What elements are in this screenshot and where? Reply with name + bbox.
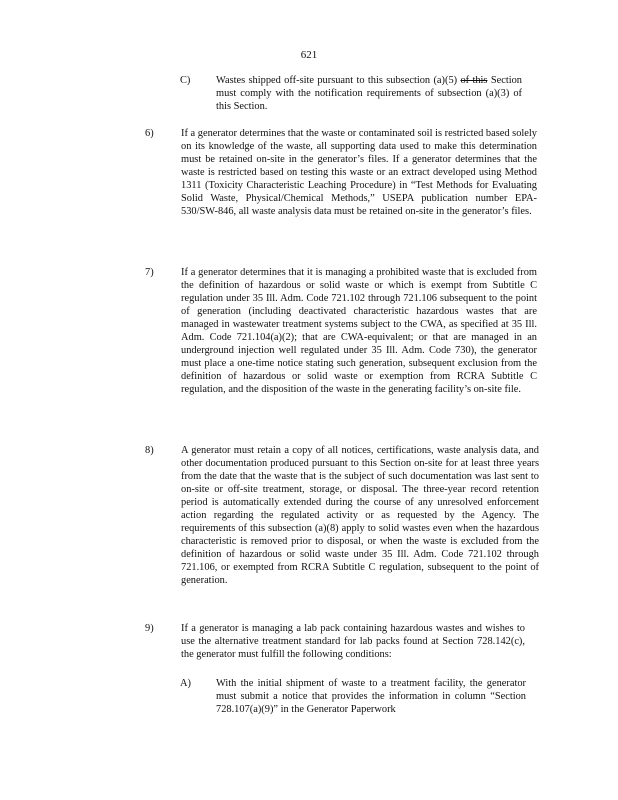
- paragraph-7-marker: 7): [145, 267, 154, 278]
- paragraph-9-text: If a generator is managing a lab pack containing hazardous wastes and wishes to use the alternative treatment standard for lab packs found at Section 728.142(c), the generator must fulfill the following conditions:: [181, 623, 525, 660]
- paragraph-6-text: If a generator determines that the waste or contaminated soil is restricted based solely on its knowledge of the waste, all supporting data used to make this determination must be retained on-site in the generator’s files. If a generator determines that the waste is restricted based on testing this waste or an extract developed using Method 1311 (Toxicity Characteristic Leaching Procedure) in “Test Methods for Evaluating Solid Waste, Physical/Chemical Methods,” USEPA publication number EPA-530/SW-846, all waste analysis data must be retained on-site in the generator’s files.: [181, 128, 537, 217]
- subsection-a-text: With the initial shipment of waste to a treatment facility, the generator must submit a notice that provides the information in column “Section 728.107(a)(9)” in the Generator Paperwork: [216, 678, 526, 715]
- paragraph-6-marker: 6): [145, 128, 154, 139]
- page-number: 621: [300, 49, 318, 61]
- paragraph-7-text: If a generator determines that it is managing a prohibited waste that is excluded from the definition of hazardous or solid waste or which is exempt from Subtitle C regulation under 35 Ill. Adm. Code 721.102 through 721.106 subsequent to the point of generation (including deactivated characteristic hazardous wastes that are managed in wastewater treatment systems subject to the CWA, as specified at 35 Ill. Adm. Code 721.104(a)(2); that are CWA-equivalent; or that are managed in an underground injection well regulated under 35 Ill. Adm. Code 730), the generator must place a one-time notice stating such generation, subsequent exclusion from the definition of hazardous or solid waste or exemption from RCRA Subtitle C regulation, and the disposition of the waste in the generating facility’s on-site file.: [181, 267, 537, 395]
- paragraph-9-marker: 9): [145, 623, 154, 634]
- subsection-c-struck-text: of this: [460, 75, 488, 86]
- subsection-c-rest: Section must comply with the notification requirements of subsection (a)(3) of this Section.: [216, 75, 522, 112]
- paragraph-8-text: A generator must retain a copy of all notices, certifications, waste analysis data, and other documentation produced pursuant to this Section on-site for at least three years from the date that the waste that is the subject of such documentation was last sent to on-site or off-site treatment, storage, or disposal. The three-year record retention period is automatically extended during the course of any unresolved enforcement action regarding the regulated activity or as requested by the Agency. The requirements of this subsection (a)(8) apply to solid wastes even when the hazardous characteristic is removed prior to disposal, or when the waste is excluded from the definition of hazardous or solid waste under 35 Ill. Adm. Code 721.102 through 721.106, or exempted from RCRA Subtitle C regulation, subsequent to the point of generation.: [181, 445, 539, 586]
- subsection-c-text: [216, 74, 522, 113]
- subsection-c-marker: C): [180, 75, 191, 86]
- paragraph-8-marker: 8): [145, 445, 154, 456]
- subsection-c-lead: Wastes shipped off-site pursuant to this subsection (a)(5): [216, 75, 458, 86]
- subsection-a-marker: A): [180, 678, 191, 689]
